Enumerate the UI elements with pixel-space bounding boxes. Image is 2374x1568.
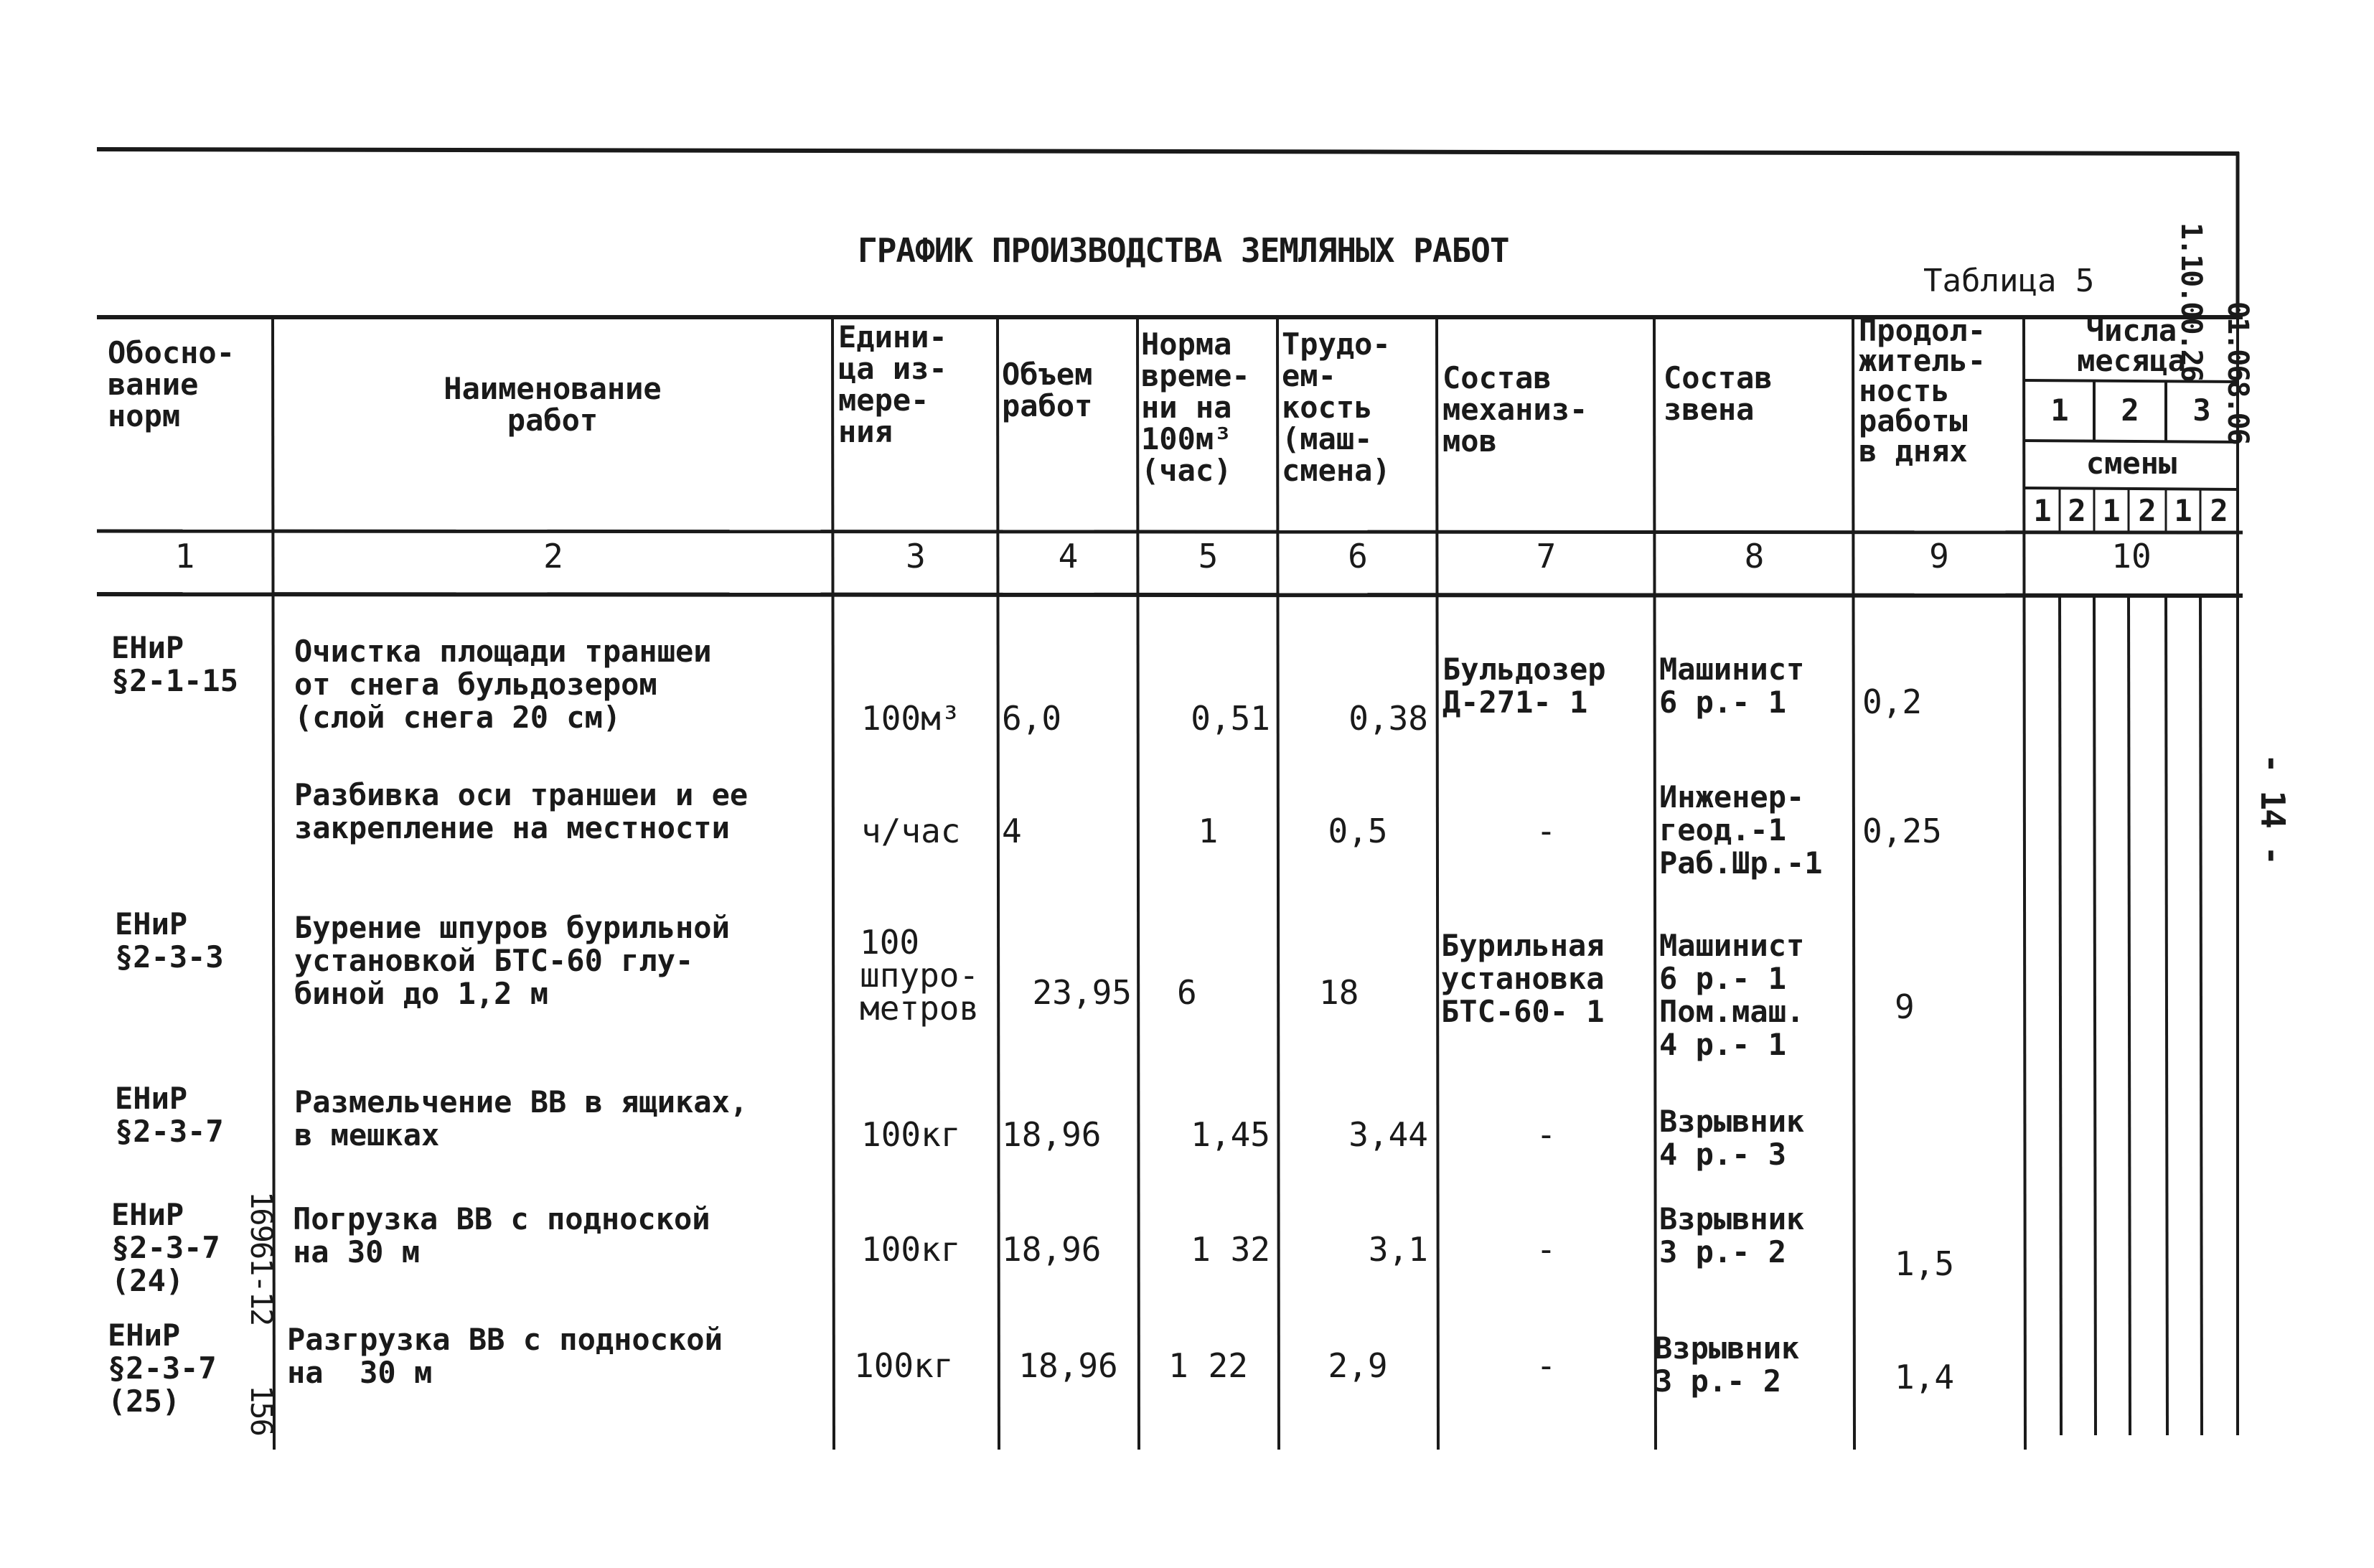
row5-duration: 1,5: [1895, 1244, 1955, 1283]
row6-name: Разгрузка ВВ с подноской на 30 м: [287, 1322, 723, 1390]
row5-crew: Взрывник 3 р.- 2: [1659, 1201, 1805, 1269]
row3-norm: 6: [1177, 973, 1197, 1012]
header-month-3: 3: [2192, 393, 2211, 428]
header-shift-4: 2: [2138, 493, 2157, 528]
row1-volume: 6,0: [1002, 699, 1062, 738]
header-shift-6: 2: [2210, 493, 2228, 528]
row3-volume: 23,95: [1032, 973, 1132, 1012]
row1-unit: 100м³: [861, 699, 961, 738]
row2-norm: 1: [1198, 812, 1219, 850]
row5-basis: ЕНиР §2-3-7 (24): [111, 1197, 220, 1298]
colnum-1: 1: [174, 537, 195, 576]
row4-crew: Взрывник 4 р.- 3: [1659, 1104, 1805, 1172]
page-number: - 14 -: [2253, 754, 2292, 865]
header-unit: Едини- ца из- мере- ния: [838, 319, 947, 449]
header-duration: Продол- житель- ность работы в днях: [1859, 313, 1986, 469]
colnum-4: 4: [1058, 537, 1079, 576]
colnum-6: 6: [1348, 537, 1368, 576]
header-basis: Обосно- вание норм: [108, 335, 235, 433]
header-time-norm: Норма време- ни на 100м³ (час): [1141, 327, 1250, 488]
header-shift-5: 1: [2174, 493, 2192, 528]
row2-crew: Инженер- геод.-1 Раб.Шр.-1: [1659, 779, 1823, 881]
row6-duration: 1,4: [1895, 1358, 1955, 1396]
side-code-1: 1.10.00.26: [2174, 222, 2208, 381]
header-shift-2: 2: [2068, 493, 2086, 528]
margin-note-2: 156: [244, 1385, 279, 1435]
row1-basis: ЕНиР §2-1-15: [111, 630, 239, 698]
header-work-name: Наименование работ: [444, 371, 662, 438]
colnum-10: 10: [2111, 537, 2152, 576]
row3-name: Бурение шпуров бурильной установкой БТС-60 глу- биной до 1,2 м: [294, 910, 730, 1011]
row4-machines: -: [1536, 1115, 1557, 1154]
row2-labor: 0,5: [1328, 812, 1388, 850]
row4-unit: 100кг: [861, 1115, 961, 1154]
header-shift-1: 1: [2033, 493, 2052, 528]
colnum-5: 5: [1198, 537, 1219, 576]
row3-labor: 18: [1319, 973, 1359, 1012]
row5-volume: 18,96: [1002, 1230, 1102, 1269]
row5-labor: 3,1: [1368, 1230, 1428, 1269]
row3-duration: 9: [1895, 987, 1915, 1026]
row5-norm: 1 32: [1191, 1230, 1270, 1269]
row5-unit: 100кг: [861, 1230, 961, 1269]
header-crew: Состав звена: [1664, 360, 1773, 427]
row6-norm: 1 22: [1168, 1346, 1248, 1385]
header-shift-3: 1: [2102, 493, 2121, 528]
row6-basis: ЕНиР §2-3-7 (25): [108, 1318, 217, 1419]
header-labor: Трудо- ем- кость (маш- смена): [1282, 327, 1391, 488]
row2-name: Разбивка оси траншеи и ее закрепление на местности: [294, 777, 749, 845]
row4-basis: ЕНиР §2-3-7: [115, 1081, 224, 1149]
row4-norm: 1,45: [1191, 1115, 1270, 1154]
document-title: ГРАФИК ПРОИЗВОДСТВА ЗЕМЛЯНЫХ РАБОТ: [858, 231, 1509, 270]
row2-volume: 4: [1002, 812, 1022, 850]
colnum-8: 8: [1744, 537, 1765, 576]
colnum-2: 2: [543, 537, 563, 576]
side-code-2: 01.068.06: [2221, 301, 2254, 444]
header-shifts: смены: [2086, 446, 2177, 481]
row1-crew: Машинист 6 р.- 1: [1659, 652, 1805, 720]
header-days-of-month: Числа месяца: [2077, 313, 2186, 378]
row3-machines: Бурильная установка БТС-60- 1: [1441, 928, 1605, 1029]
header-month-1: 1: [2050, 393, 2069, 428]
row3-basis: ЕНиР §2-3-3: [115, 906, 224, 975]
colnum-9: 9: [1929, 537, 1949, 576]
header-volume: Объем работ: [1002, 357, 1093, 423]
row1-duration: 0,2: [1862, 682, 1923, 721]
margin-note-1: 16961-12: [244, 1191, 279, 1325]
row6-machines: -: [1536, 1346, 1557, 1385]
table-label: Таблица 5: [1923, 263, 2095, 299]
row1-norm: 0,51: [1191, 699, 1270, 738]
row3-unit: 100 шпуро- метров: [860, 923, 980, 1028]
row2-machines: -: [1536, 812, 1557, 850]
row5-machines: -: [1536, 1230, 1557, 1269]
colnum-3: 3: [906, 537, 926, 576]
row5-name: Погрузка ВВ с подноской на 30 м: [293, 1201, 710, 1269]
header-month-2: 2: [2121, 393, 2139, 428]
row1-labor: 0,38: [1348, 699, 1428, 738]
row2-duration: 0,25: [1862, 812, 1942, 850]
row4-name: Размельчение ВВ в ящиках, в мешках: [294, 1084, 749, 1152]
row6-volume: 18,96: [1018, 1346, 1118, 1385]
row3-crew: Машинист 6 р.- 1 Пом.маш. 4 р.- 1: [1659, 928, 1805, 1062]
row1-name: Очистка площади траншеи от снега бульдозером (слой снега 20 см): [294, 634, 712, 735]
row4-volume: 18,96: [1002, 1115, 1102, 1154]
row6-unit: 100кг: [854, 1346, 954, 1385]
row4-labor: 3,44: [1348, 1115, 1428, 1154]
row6-labor: 2,9: [1328, 1346, 1388, 1385]
row2-unit: ч/час: [861, 812, 961, 850]
colnum-7: 7: [1536, 537, 1557, 576]
header-machines: Состав механиз- мов: [1442, 360, 1588, 459]
row6-crew: Взрывник 3 р.- 2: [1654, 1330, 1800, 1399]
row1-machines: Бульдозер Д-271- 1: [1442, 652, 1606, 720]
